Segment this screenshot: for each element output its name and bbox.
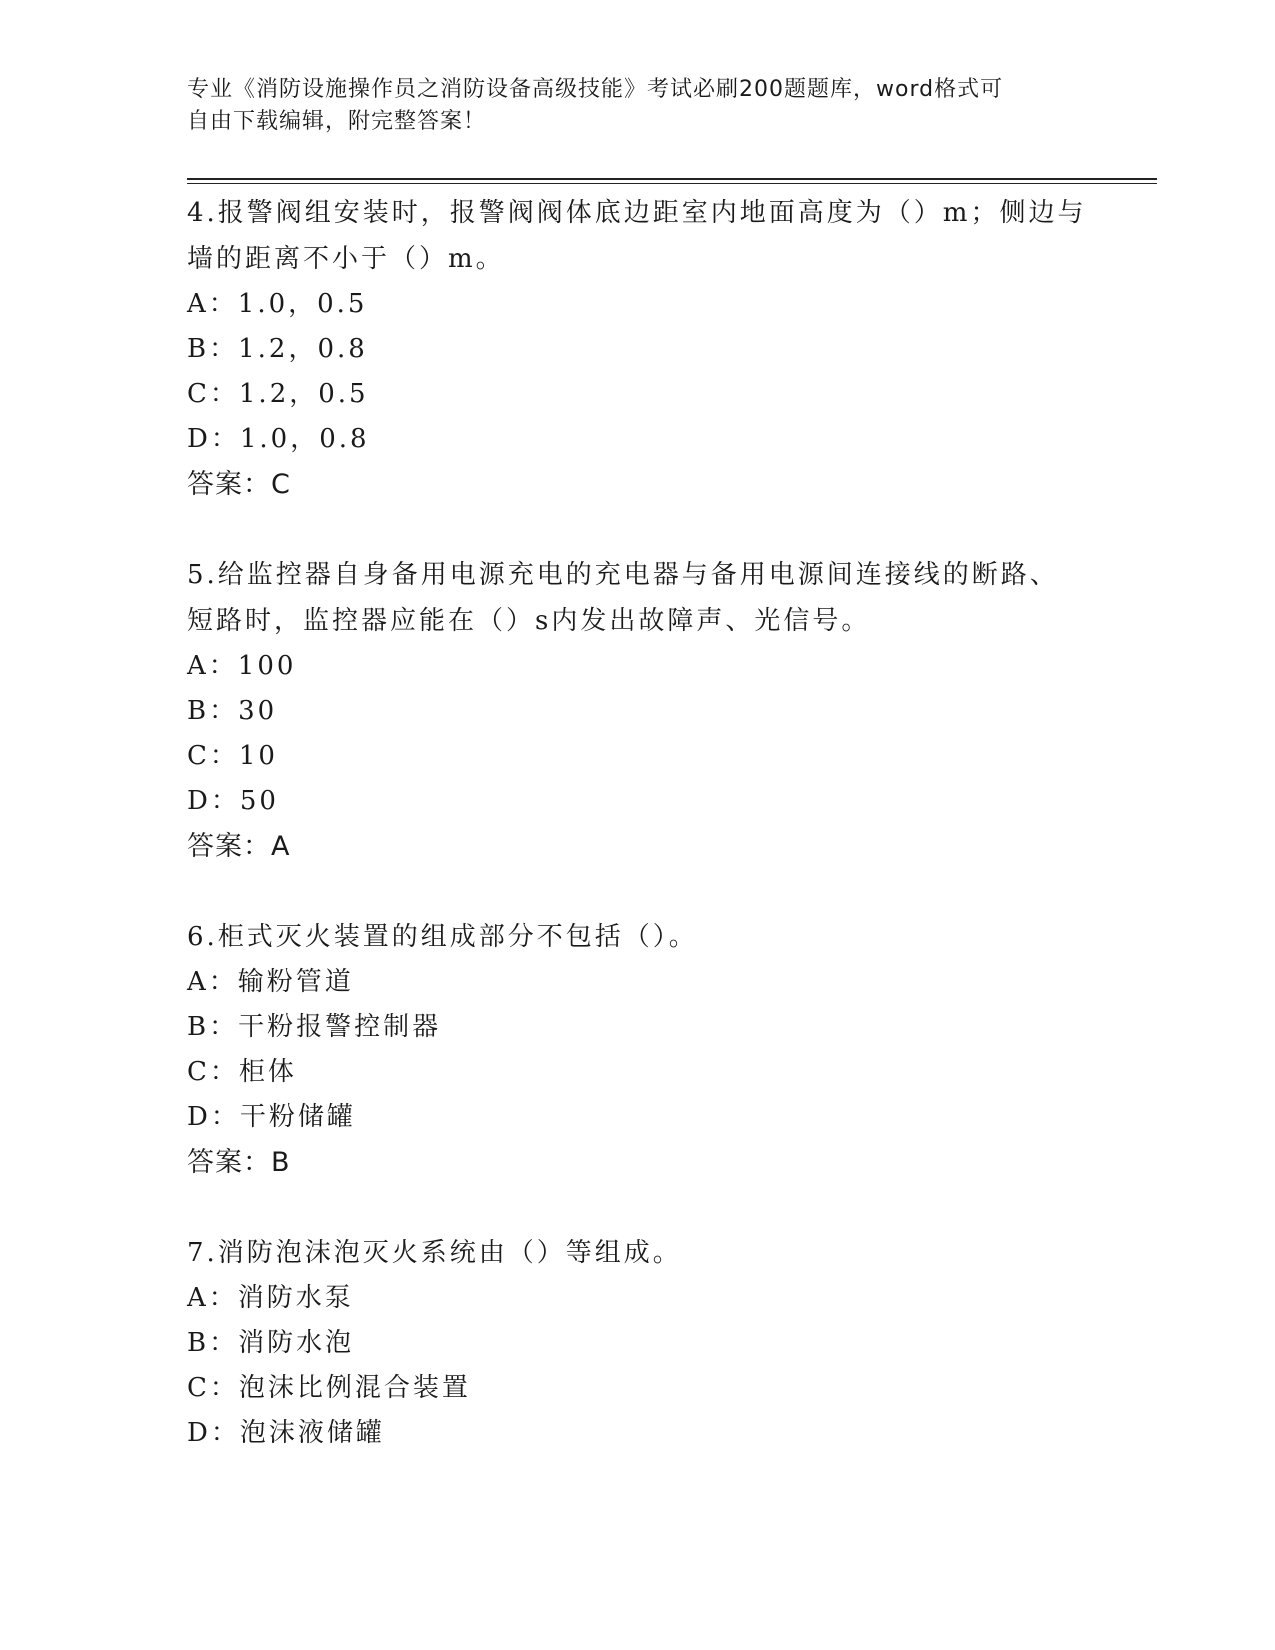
option-c: C：泡沫比例混合装置 <box>187 1373 471 1403</box>
question-5 <box>187 552 1087 870</box>
header-line-1: 专业《消防设施操作员之消防设备高级技能》考试必刷200题题库，word格式可 <box>187 77 1004 102</box>
option-c: C：1.2，0.5 <box>187 379 369 409</box>
question-text: 7.消防泡沫泡灭火系统由（）等组成。 <box>187 1238 682 1268</box>
question-text: 5.给监控器自身备用电源充电的充电器与备用电源间连接线的断路、 <box>187 560 1059 590</box>
answer: 答案：C <box>187 469 291 500</box>
option-b: B：消防水泡 <box>187 1328 355 1358</box>
option-a: A：消防水泵 <box>187 1283 354 1313</box>
option-b: B：1.2，0.8 <box>187 334 368 364</box>
question-text-cont: 墙的距离不小于（）m。 <box>187 244 505 274</box>
header-line-2: 自由下载编辑，附完整答案！ <box>187 109 487 134</box>
option-c: C：10 <box>187 741 278 771</box>
document-header <box>187 74 1067 138</box>
header-divider-thin <box>187 183 1157 184</box>
option-a: A：100 <box>187 651 297 681</box>
answer: 答案：B <box>187 1147 291 1178</box>
option-d: D：50 <box>187 786 279 816</box>
option-d: D：1.0，0.8 <box>187 424 370 454</box>
option-a: A：1.0，0.5 <box>187 289 368 319</box>
question-4 <box>187 190 1087 508</box>
option-d: D：泡沫液储罐 <box>187 1418 385 1448</box>
option-b: B：30 <box>187 696 278 726</box>
header-divider-thick <box>187 178 1157 180</box>
option-a: A：输粉管道 <box>187 967 354 997</box>
question-text-cont: 短路时，监控器应能在（）s内发出故障声、光信号。 <box>187 606 871 636</box>
question-7 <box>187 1230 1087 1456</box>
option-c: C：柜体 <box>187 1057 297 1087</box>
option-b: B：干粉报警控制器 <box>187 1012 442 1042</box>
question-text: 6.柜式灭火装置的组成部分不包括（）。 <box>187 922 698 952</box>
option-d: D：干粉储罐 <box>187 1102 356 1132</box>
question-6 <box>187 914 1087 1186</box>
answer: 答案：A <box>187 831 291 862</box>
question-text: 4.报警阀组安装时，报警阀阀体底边距室内地面高度为（）m；侧边与 <box>187 198 1087 228</box>
question-list <box>187 190 1087 1500</box>
